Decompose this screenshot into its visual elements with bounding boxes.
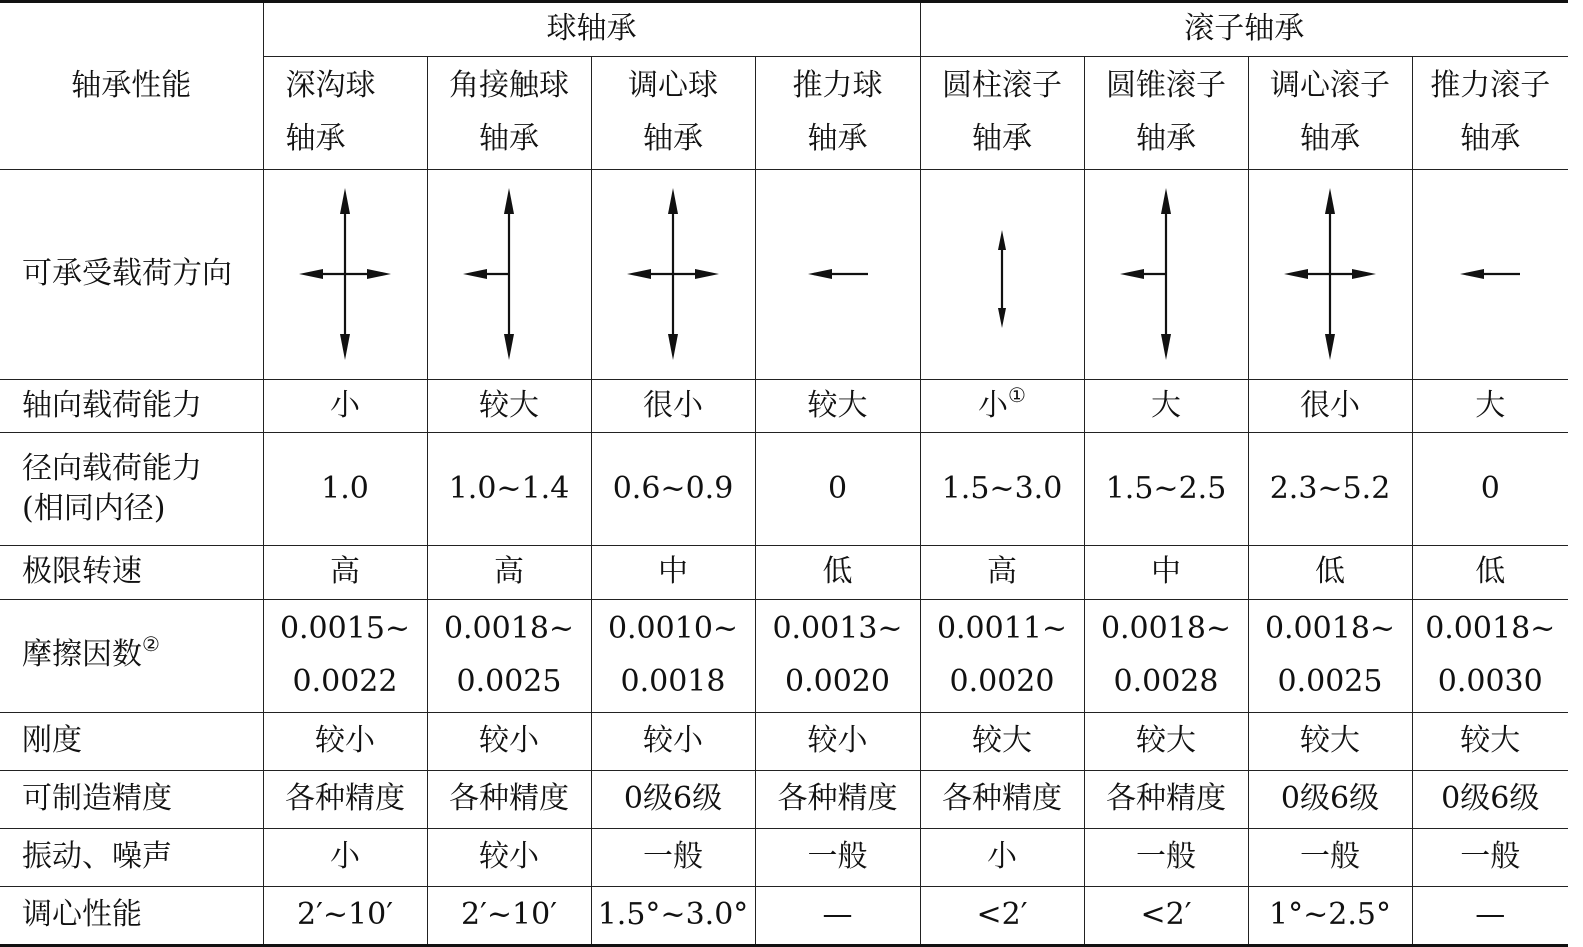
table-cell: 0级6级 [1248,770,1412,828]
arrow-left-vertical-icon [1116,184,1216,364]
bearing-type-header: 角接触球 轴承 [427,56,591,169]
table-cell: 较小 [427,828,591,886]
table-cell: 1.5~2.5 [1084,433,1248,546]
table-cell: 0级6级 [1412,770,1568,828]
table-cell: 0.6~0.9 [591,433,755,546]
bearing-type-header: 圆锥滚子 轴承 [1084,56,1248,169]
table-cell: 0.0010~ 0.0018 [591,599,755,712]
arrow-cross-icon [295,184,395,364]
row-label: 振动、噪声 [0,828,263,886]
table-cell: 较小 [591,712,755,770]
table-cell: 各种精度 [427,770,591,828]
table-cell: 一般 [1412,828,1568,886]
table-cell: 很小 [591,379,755,433]
table-cell: 较大 [1248,712,1412,770]
table-cell: 各种精度 [920,770,1084,828]
table-cell: <2′ [1084,886,1248,945]
table-cell: 一般 [1084,828,1248,886]
bearing-type-header: 深沟球 轴承 [263,56,427,169]
row-label: 轴向载荷能力 [0,379,263,433]
table-cell: 一般 [591,828,755,886]
table-cell: 较小 [263,712,427,770]
table-cell: 大 [1084,379,1248,433]
row-label: 刚度 [0,712,263,770]
table-cell: 高 [427,546,591,600]
table-cell: 较大 [755,379,920,433]
table-cell: 高 [920,546,1084,600]
table-cell: 1°~2.5° [1248,886,1412,945]
table-cell: 1.0 [263,433,427,546]
speed-limit-row [0,546,1568,600]
arrow-left-vertical-icon [459,184,559,364]
footnote-marker: ② [142,632,160,657]
table-cell: 小 [263,828,427,886]
table-cell: 1.0~1.4 [427,433,591,546]
group-header-ball: 球轴承 [263,2,920,57]
table-cell: 较小 [427,712,591,770]
table-cell: 较小 [755,712,920,770]
table-cell: 低 [1412,546,1568,600]
load-direction-row [0,169,1568,379]
bearing-type-header: 推力球 轴承 [755,56,920,169]
table-cell: 2′~10′ [263,886,427,945]
table-cell: 2′~10′ [427,886,591,945]
table-cell: 1.5°~3.0° [591,886,755,945]
table-cell: 0级6级 [591,770,755,828]
friction-row [0,599,1568,712]
table-cell: 一般 [755,828,920,886]
table-cell: — [1412,886,1568,945]
arrow-vertical-short-icon [952,184,1052,364]
table-cell: 0.0015~ 0.0022 [263,599,427,712]
table-cell: 中 [591,546,755,600]
table-cell: 小① [920,379,1084,433]
table-cell: 0 [755,433,920,546]
row-label: 摩擦因数② [0,599,263,712]
property-header-cell: 轴承性能 [0,2,263,170]
table-cell: 0.0018~ 0.0025 [1248,599,1412,712]
table-cell: 较大 [1084,712,1248,770]
alignment-row [0,886,1568,945]
precision-row [0,770,1568,828]
table-cell: 一般 [1248,828,1412,886]
table-cell: 0 [1412,433,1568,546]
table-cell: 0.0018~ 0.0030 [1412,599,1568,712]
stiffness-row [0,712,1568,770]
row-label: 可制造精度 [0,770,263,828]
table-cell: 低 [1248,546,1412,600]
bearing-type-header: 调心球 轴承 [591,56,755,169]
row-label: 极限转速 [0,546,263,600]
table-cell: 各种精度 [1084,770,1248,828]
axial-load-row [0,379,1568,433]
arrow-cross-icon [1280,184,1380,364]
row-label: 调心性能 [0,886,263,945]
row-label: 径向载荷能力 (相同内径) [0,433,263,546]
table-cell: 各种精度 [263,770,427,828]
table-cell: 0.0018~ 0.0025 [427,599,591,712]
arrow-left-icon [1440,184,1540,364]
row-label: 可承受载荷方向 [0,169,263,379]
table-cell: — [755,886,920,945]
bearing-type-header: 圆柱滚子 轴承 [920,56,1084,169]
arrow-cross-icon [623,184,723,364]
table-cell: <2′ [920,886,1084,945]
table-cell: 小 [920,828,1084,886]
table-cell: 较大 [920,712,1084,770]
table-cell: 较大 [1412,712,1568,770]
table-cell: 低 [755,546,920,600]
table-cell: 1.5~3.0 [920,433,1084,546]
radial-load-row [0,433,1568,546]
header-group-row [0,2,1568,57]
arrow-left-icon [788,184,888,364]
table-cell: 各种精度 [755,770,920,828]
table-cell: 较大 [427,379,591,433]
table-cell: 0.0013~ 0.0020 [755,599,920,712]
table-cell: 小 [263,379,427,433]
table-cell: 中 [1084,546,1248,600]
table-cell: 0.0011~ 0.0020 [920,599,1084,712]
table-cell: 很小 [1248,379,1412,433]
bearing-type-header: 调心滚子 轴承 [1248,56,1412,169]
bearing-type-header: 推力滚子 轴承 [1412,56,1568,169]
table-cell: 大 [1412,379,1568,433]
footnote-marker: ① [1008,382,1026,407]
table-cell: 高 [263,546,427,600]
table-cell: 2.3~5.2 [1248,433,1412,546]
table-cell: 0.0018~ 0.0028 [1084,599,1248,712]
noise-row [0,828,1568,886]
group-header-roller: 滚子轴承 [920,2,1568,57]
